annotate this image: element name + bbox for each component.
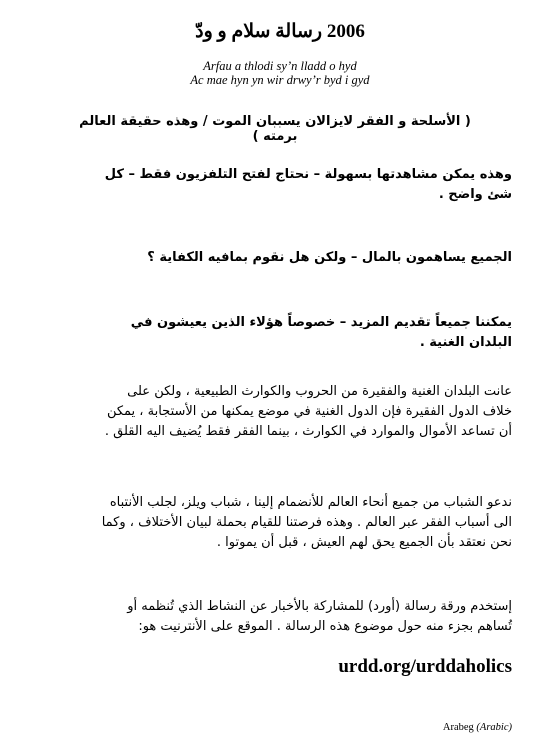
paragraph-4: عانت البلدان الغنية والفقيرة من الحروب والكوارث الطبيعية ، ولكن على خلاف الدول الفقيرة فإن الدول الغنية في موضع يمكنها من الأستجابة ، يمكن أن تساعد الأموال والموارد في الكوارث ، بينما الفقر فقط يُضيف اليه القلق . bbox=[104, 384, 512, 439]
website-url: urdd.org/urddaholics bbox=[338, 656, 512, 677]
paragraph-3: يمكننا جميعاً تقديم المزيد – خصوصاً هؤلاء الذين يعيشون في البلدان الغنية . bbox=[130, 315, 512, 350]
footer-language-english: (Arabic) bbox=[476, 722, 512, 733]
arabic-subtitle: ( الأسلحة و الفقر لايزالان يسببان الموت / وهذه حقيقة العالم برمته ) bbox=[79, 114, 471, 144]
welsh-line-2: Ac mae hyn yn wir drwy’r byd i gyd bbox=[190, 73, 370, 87]
welsh-line-1: Arfau a thlodi sy’n lladd o hyd bbox=[203, 59, 357, 73]
footer-language-welsh: Arabeg bbox=[442, 722, 474, 733]
page-title: 2006 رسالة سلام و ودّ bbox=[195, 21, 365, 42]
paragraph-2: الجميع يساهمون بالمال – ولكن هل نقوم بمافيه الكفاية ؟ bbox=[147, 250, 512, 265]
paragraph-6: إستخدم ورقة رسالة (أورد) للمشاركة بالأخبار عن النشاط الذي تُنظمه أو تُساهم بجزء منه حول موضوع هذه الرسالة . الموقع على الأنترنيت هو: bbox=[127, 599, 512, 634]
paragraph-1: وهذه يمكن مشاهدتها بسهولة – نحتاج لفتح التلفزيون فقط – كل شئ واضح . bbox=[104, 167, 512, 202]
language-footer bbox=[300, 722, 512, 733]
paragraph-5: ندعو الشباب من جميع أنحاء العالم للأنضمام إلينا ، شباب ويلز، لجلب الأنتباه الى أسباب الفقر عبر العالم . وهذه فرصتنا للقيام بحملة لبيان الأختلاف ، وكما نحن نعتقد بأن الجميع يحق لهم العيش ، قبل أن يموتوا . bbox=[101, 495, 512, 550]
